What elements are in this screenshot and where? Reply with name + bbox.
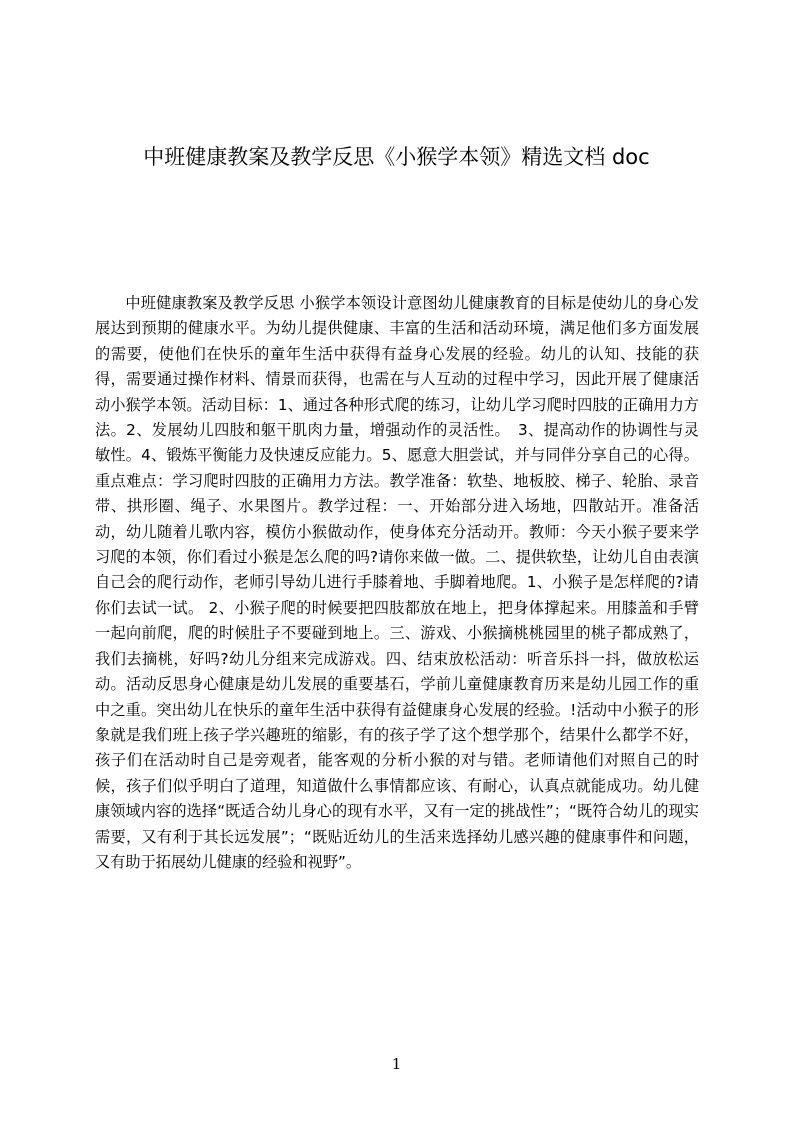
page-number: 1 [391,1055,402,1073]
document-title: 中班健康教案及教学反思《小猴学本领》精选文档 doc [143,145,650,169]
document-body: 中班健康教案及教学反思 小猴学本领设计意图幼儿健康教育的目标是使幼儿的身心发展达到预期的健康水平。为幼儿提供健康、丰富的生活和活动环境，满足他们多方面发展的需要，使他们在快乐的童年生活中获得有益身心发展的经验。幼儿的认知、技能的获得，需要通过操作材料、情景而获得，也需在与人互动的过程中学习，因此开展了健康活动小猴学本领。活动目标：1、通过各种形式爬的练习，让幼儿学习爬时四肢的正确用力方法。2、发展幼儿四肢和躯干肌肉力量，增强动作的灵活性。 3、提高动作的协调性与灵敏性。4、锻炼平衡能力及快速反应能力。5、愿意大胆尝试，并与同伴分享自己的心得。重点难点：学习爬时四肢的正确用力方法。教学准备：软垫、地板胶、梯子、轮胎、录音带、拱形圈、绳子、水果图片。教学过程：一、开始部分进入场地，四散站开。准备活动，幼儿随着儿歌内容，模仿小猴做动作，使身体充分活动开。教师：今天小猴子要来学习爬的本领，你们看过小猴是怎么爬的吗?请你来做一做。二、提供软垫，让幼儿自由表演自己会的爬行动作，老师引导幼儿进行手膝着地、手脚着地爬。1、小猴子是怎样爬的?请你们去试一试。 2、小猴子爬的时候要把四肢都放在地上，把身体撑起来。用膝盖和手臂一起向前爬，爬的时候肚子不要碰到地上。三、游戏、小猴摘桃桃园里的桃子都成熟了，我们去摘桃，好吗?幼儿分组来完成游戏。四、结束放松活动：听音乐抖一抖，做放松运动。活动反思身心健康是幼儿发展的重要基石，学前儿童健康教育历来是幼儿园工作的重中之重。突出幼儿在快乐的童年生活中获得有益健康身心发展的经验。!活动中小猴子的形象就是我们班上孩子学兴趣班的缩影，有的孩子学了这个想学那个，结果什么都学不好，孩子们在活动时自己是旁观者，能客观的分析小猴的对与错。老师请他们对照自己的时候，孩子们似乎明白了道理，知道做什么事情都应该、有耐心，认真点就能成功。幼儿健康领域内容的选择“既适合幼儿身心的现有水平，又有一定的挑战性”；“既符合幼儿的现实需要，又有利于其长远发展”；“既贴近幼儿的生活来选择幼儿感兴趣的健康事件和问题，又有助于拓展幼儿健康的经验和视野”。 [95,294,699,871]
